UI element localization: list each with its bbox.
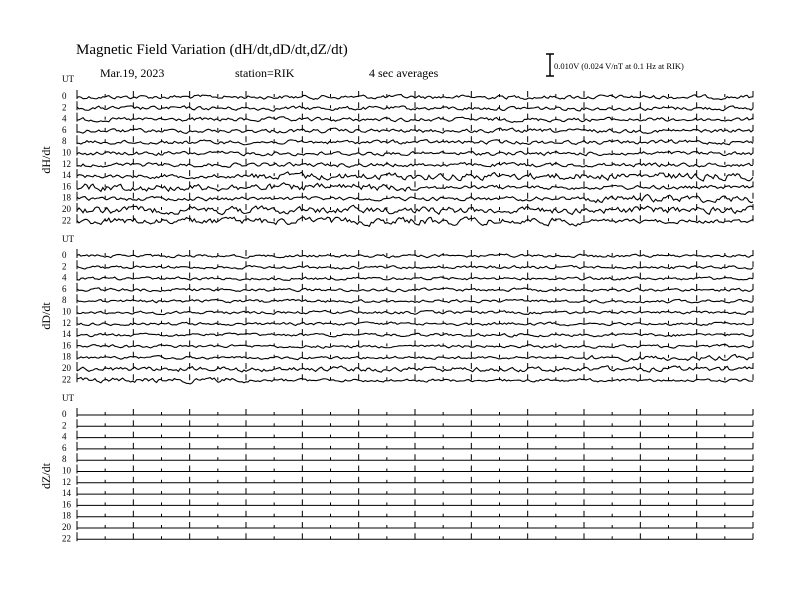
trace-row	[62, 487, 753, 498]
row-label: 16	[62, 340, 71, 351]
trace-row	[62, 362, 753, 373]
panel-dz-dt	[39, 393, 753, 543]
trace-row	[62, 260, 753, 271]
chart-title: Magnetic Field Variation (dH/dt,dD/dt,dZ/dt)	[76, 42, 348, 58]
trace-row	[62, 124, 753, 135]
trace-row	[62, 101, 753, 112]
row-label: 4	[62, 431, 67, 442]
trace-row	[62, 317, 753, 328]
trace-row	[62, 465, 753, 476]
panels	[39, 74, 753, 543]
trace-row	[62, 328, 753, 339]
date-label: Mar.19, 2023	[100, 66, 165, 80]
row-label: 8	[62, 136, 67, 147]
trace-row	[62, 339, 753, 350]
trace-row	[62, 90, 753, 101]
trace-row	[62, 192, 753, 203]
trace-row	[62, 135, 753, 146]
row-label: 12	[62, 317, 71, 328]
row-label: 14	[62, 329, 71, 340]
trace-row	[62, 147, 753, 158]
row-label: 10	[62, 465, 71, 476]
trace-row	[62, 442, 753, 453]
trace-row	[62, 169, 753, 181]
scale-bar	[546, 54, 554, 76]
row-label: 14	[62, 170, 71, 181]
trace-line	[77, 254, 753, 258]
row-label: 0	[62, 91, 67, 101]
axis-label: dZ/dt	[39, 463, 53, 489]
row-label: 6	[62, 124, 67, 135]
row-label: 18	[62, 192, 71, 203]
row-label: 22	[62, 374, 71, 385]
row-label: 14	[62, 488, 71, 499]
trace-row	[62, 158, 753, 169]
row-label: 0	[62, 250, 67, 260]
axis-label: dD/dt	[39, 302, 53, 330]
trace-row	[62, 408, 753, 419]
row-label: 20	[62, 363, 71, 373]
trace-row	[62, 476, 753, 487]
row-label: 22	[62, 215, 71, 226]
panel-dh-dt	[39, 74, 753, 226]
row-label: 2	[62, 102, 67, 113]
row-label: 6	[62, 283, 67, 294]
ut-label: UT	[62, 393, 74, 403]
trace-row	[62, 351, 753, 362]
row-label: 12	[62, 158, 71, 169]
ut-label: UT	[62, 234, 74, 244]
averaging-label: 4 sec averages	[369, 66, 439, 80]
row-label: 4	[62, 272, 67, 283]
trace-row	[62, 272, 753, 283]
trace-row	[62, 180, 753, 191]
trace-row	[62, 498, 753, 509]
row-label: 16	[62, 499, 71, 510]
trace-row	[62, 113, 753, 124]
trace-row	[62, 294, 753, 305]
row-label: 4	[62, 113, 67, 124]
row-label: 8	[62, 295, 67, 306]
trace-row	[62, 419, 753, 430]
row-label: 20	[62, 522, 71, 532]
trace-row	[62, 431, 753, 442]
row-label: 6	[62, 442, 67, 453]
panel-dd-dt	[39, 234, 753, 384]
trace-row	[62, 373, 753, 384]
trace-row	[62, 532, 753, 543]
trace-row	[62, 306, 753, 317]
axis-label: dH/dt	[39, 146, 53, 174]
trace-row	[62, 249, 753, 260]
trace-row	[62, 453, 753, 464]
row-label: 12	[62, 476, 71, 487]
trace-row	[62, 283, 753, 294]
trace-row	[62, 203, 753, 215]
trace-row	[62, 510, 753, 521]
row-label: 18	[62, 510, 71, 521]
row-label: 10	[62, 306, 71, 317]
trace-row	[62, 521, 753, 532]
row-label: 2	[62, 261, 67, 272]
row-label: 22	[62, 533, 71, 544]
row-label: 0	[62, 409, 67, 419]
trace-row	[62, 214, 753, 226]
row-label: 8	[62, 454, 67, 465]
row-label: 20	[62, 204, 71, 214]
station-label: station=RIK	[235, 66, 295, 80]
row-label: 10	[62, 147, 71, 158]
ut-label: UT	[62, 74, 74, 84]
scale-note: 0.010V (0.024 V/nT at 0.1 Hz at RIK)	[554, 61, 684, 71]
row-label: 2	[62, 420, 67, 431]
row-label: 16	[62, 181, 71, 192]
row-label: 18	[62, 351, 71, 362]
